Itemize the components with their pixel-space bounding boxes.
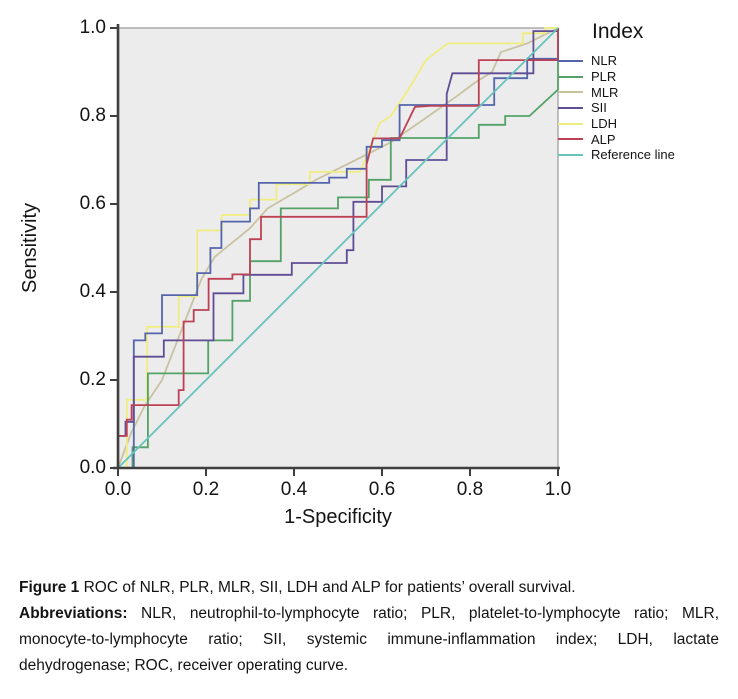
legend — [558, 20, 736, 163]
caption-figure-label: Figure 1 — [19, 579, 80, 596]
legend-label: PLR — [591, 69, 617, 85]
legend-item-nlr — [558, 53, 736, 69]
y-tick-label: 0.2 — [79, 369, 106, 390]
legend-line-swatch — [558, 107, 583, 109]
x-tick-label: 0.0 — [104, 479, 132, 500]
x-tick-label: 0.2 — [192, 479, 220, 500]
legend-label: SII — [591, 100, 607, 116]
y-tick-label: 0.8 — [79, 105, 106, 126]
y-tick-label: 0.0 — [79, 457, 106, 478]
legend-title: Index — [592, 20, 644, 43]
figure-caption — [19, 575, 719, 679]
legend-label: LDH — [591, 116, 618, 132]
x-tick-label: 0.8 — [456, 479, 484, 500]
y-tick-label: 1.0 — [79, 17, 106, 38]
abbreviations-text: NLR, neutrophil-to-lymphocyte ratio; PLR, platelet-to-lymphocyte ratio; MLR, monocyte-to-lymphocyte ratio; SII, systemic immune-inflammation index; LDH, lactate dehydrogenase; ROC, receiver operating curve. — [19, 605, 720, 674]
y-axis-title: Sensitivity — [19, 202, 41, 294]
legend-line-swatch — [558, 76, 583, 78]
legend-line-swatch — [558, 60, 583, 62]
y-tick-label: 0.6 — [79, 193, 106, 214]
legend-label: Reference line — [591, 147, 675, 163]
legend-label: MLR — [591, 84, 619, 100]
x-axis-title: 1-Specificity — [284, 506, 392, 528]
legend-item-mlr — [558, 84, 736, 100]
legend-line-swatch — [558, 154, 583, 156]
legend-label: ALP — [591, 131, 616, 147]
legend-line-swatch — [558, 123, 583, 125]
legend-line-swatch — [558, 91, 583, 93]
legend-item-plr — [558, 69, 736, 85]
legend-item-ldh — [558, 116, 736, 132]
caption-line — [19, 575, 719, 601]
legend-item-alp — [558, 131, 736, 147]
legend-label: NLR — [591, 53, 618, 69]
legend-item-reference-line — [558, 147, 736, 163]
abbreviations-label: Abbreviations: — [19, 605, 128, 622]
abbreviations-line — [19, 601, 719, 679]
x-tick-label: 1.0 — [544, 479, 572, 500]
legend-item-sii — [558, 100, 736, 116]
caption-text: ROC of NLR, PLR, MLR, SII, LDH and ALP for patients’ overall survival. — [83, 579, 576, 596]
legend-line-swatch — [558, 138, 583, 140]
x-tick-label: 0.6 — [368, 479, 396, 500]
x-tick-label: 0.4 — [280, 479, 308, 500]
y-tick-label: 0.4 — [79, 281, 106, 302]
